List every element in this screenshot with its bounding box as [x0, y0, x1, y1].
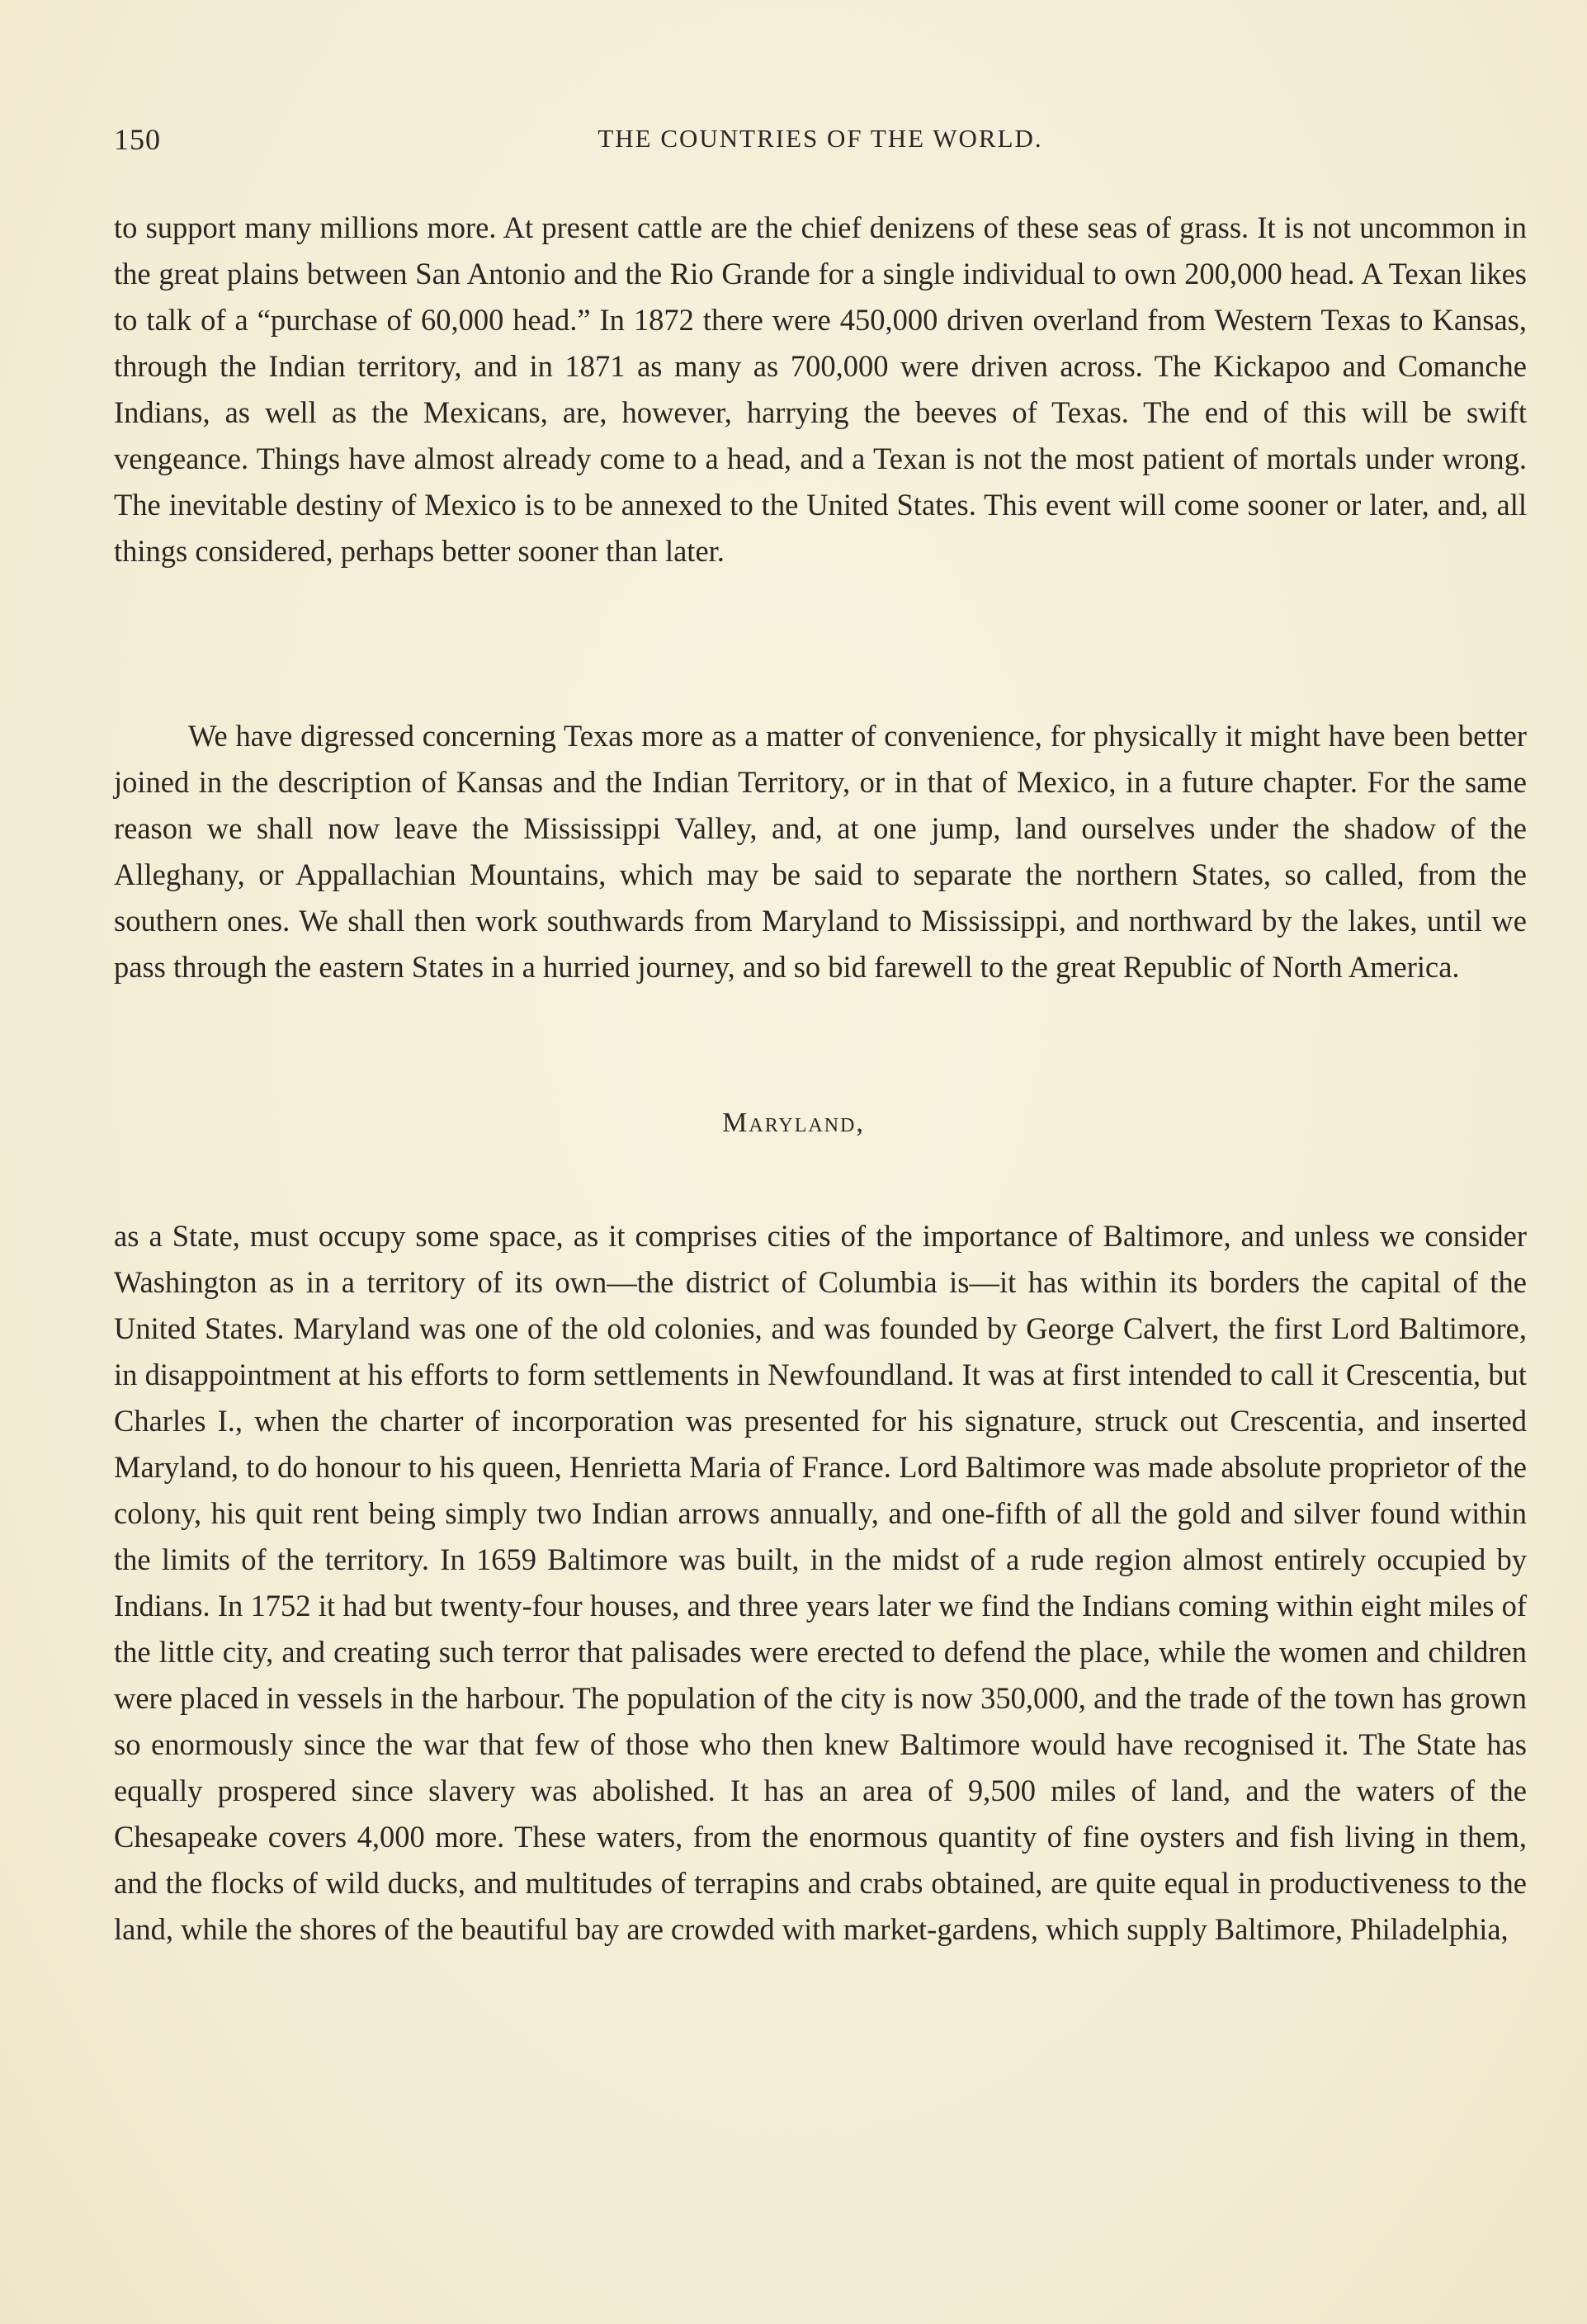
- page-number: 150: [114, 123, 161, 156]
- paragraph-2: We have digressed concerning Texas more as a matter of convenience, for physically it might have been better joined in the description of Kansas and the Indian Territory, or in that of Mexico, in a future chapter. For the same reason we shall now leave the Mississippi Valley, and, at one jump, land ourselves under the shadow of the Alleghany, or Appallachian Mountains, which may be said to separate the northern States, so called, from the southern ones. We shall then work southwards from Maryland to Mississippi, and northward by the lakes, until we pass through the eastern States in a hurried journey, and so bid farewell to the great Republic of North America.: [114, 719, 1527, 984]
- paragraph-1-block: [114, 205, 1527, 574]
- paragraph-2-block: [114, 713, 1527, 990]
- page-header: [114, 122, 1527, 163]
- section-heading: Maryland,: [722, 1108, 865, 1138]
- paragraph-1: to support many millions more. At present cattle are the chief denizens of these seas of grass. It is not uncommon in the great plains between San Antonio and the Rio Grande for a single individual to own 200,000 head. A Texan likes to talk of a “purchase of 60,000 head.” In 1872 there were 450,000 driven overland from Western Texas to Kansas, through the Indian territory, and in 1871 as many as 700,000 were driven across. The Kickapoo and Comanche Indians, as well as the Mexicans, are, however, harrying the beeves of Texas. The end of this will be swift vengeance. Things have almost already come to a head, and a Texan is not the most patient of mortals under wrong. The inevitable destiny of Mexico is to be annexed to the United States. This event will come sooner or later, and, all things considered, perhaps better sooner than later.: [114, 210, 1527, 568]
- paragraph-3: as a State, must occupy some space, as it comprises cities of the importance of Baltimore, and unless we consider Washington as in a territory of its own—the district of Columbia is—it has within its borders the capital of the United States. Maryland was one of the old colonies, and was founded by George Calvert, the first Lord Baltimore, in disappointment at his efforts to form settlements in Newfoundland. It was at first intended to call it Crescentia, but Charles I., when the charter of incorporation was presented for his signature, struck out Crescentia, and inserted Maryland, to do honour to his queen, Henrietta Maria of France. Lord Baltimore was made absolute proprietor of the colony, his quit rent being simply two Indian arrows annually, and one-fifth of all the gold and silver found within the limits of the territory. In 1659 Baltimore was built, in the midst of a rude region almost entirely occupied by Indians. In 1752 it had but twenty-four houses, and three years later we find the Indians coming within eight miles of the little city, and creating such terror that palisades were erected to defend the place, while the women and children were placed in vessels in the harbour. The population of the city is now 350,000, and the trade of the town has grown so enormously since the war that few of those who then knew Baltimore would have recognised it. The State has equally prospered since slavery was abolished. It has an area of 9,500 miles of land, and the waters of the Chesapeake covers 4,000 more. These waters, from the enormous quantity of fine oysters and fish living in them, and the flocks of wild ducks, and multitudes of terrapins and crabs obtained, are quite equal in productiveness to the land, while the shores of the beautiful bay are crowded with market-gardens, which supply Baltimore, Philadelphia,: [114, 1219, 1527, 1946]
- paragraph-3-block: [114, 1213, 1527, 1953]
- running-head: THE COUNTRIES OF THE WORLD.: [597, 124, 1043, 153]
